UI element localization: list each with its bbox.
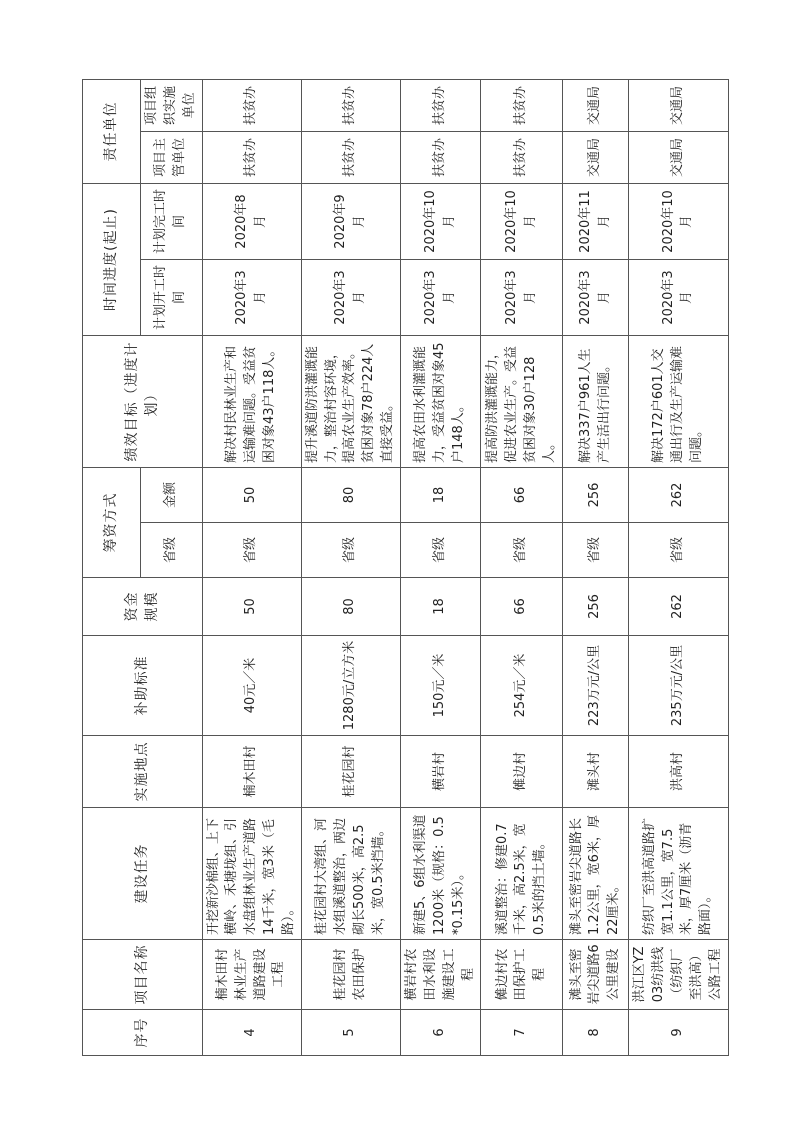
row-end: 2020年10月 [629,184,728,260]
row-task: 开挖新沙棉组、上下横岭、禾塘垅组、引水盘组林业生产道路14千米，宽3米（毛路）。 [202,808,301,940]
row-level: 省级 [629,523,728,578]
table-row [301,80,400,1056]
row-amount: 50 [202,468,301,523]
row-subsidy: 150元／米 [400,636,480,736]
row-end: 2020年11月 [563,184,629,260]
row-no: 5 [301,1010,400,1056]
row-scale: 18 [400,578,480,636]
row-target: 解决村民林业生产和运输难问题。受益贫困对象43户118人。 [202,336,301,468]
row-level: 省级 [563,523,629,578]
table-row [629,80,728,1056]
row-amount: 80 [301,468,400,523]
row-level: 省级 [400,523,480,578]
row-level: 省级 [301,523,400,578]
header-name: 项目名称 [83,940,203,1010]
row-manager: 扶贫办 [400,132,480,184]
row-scale: 256 [563,578,629,636]
row-task: 溪道整治：修建0.7千米，高2.5米，宽0.5米的挡土墙。 [481,808,563,940]
row-project-name: 楠木田村林业生产道路建设工程 [202,940,301,1010]
row-target: 提升溪道防洪灌溉能力，整治村容环境，提高农业生产效率。贫困对象78户224人直接受益。 [301,336,400,468]
row-task: 桂花园村大湾组、河水组溪道整治，两边砌长500米，高2.5米，宽0.5米挡墙。 [301,808,400,940]
row-manager: 扶贫办 [202,132,301,184]
header-financing-level: 省级 [141,523,203,578]
row-place: 滩头村 [563,736,629,808]
header-implementer: 项目组织实施单位 [141,80,203,132]
row-level: 省级 [481,523,563,578]
header-funds-scale: 资金 规模 [83,578,203,636]
row-project-name: 桂花园村农田保护 [301,940,400,1010]
row-target: 解决172户601人交通出行及生产运输难问题。 [629,336,728,468]
row-no: 9 [629,1010,728,1056]
row-place: 横岩村 [400,736,480,808]
row-amount: 262 [629,468,728,523]
row-implementer: 交通局 [629,80,728,132]
row-subsidy: 235万元/公里 [629,636,728,736]
row-end: 2020年8月 [202,184,301,260]
header-time-progress: 时间进度(起止) [83,184,141,336]
row-scale: 262 [629,578,728,636]
row-subsidy: 1280元/立方米 [301,636,400,736]
row-place: 楠木田村 [202,736,301,808]
header-financing: 筹资方式 [83,468,141,578]
row-subsidy: 254元／米 [481,636,563,736]
table-row [563,80,629,1056]
row-amount: 256 [563,468,629,523]
row-project-name: 横岩村农田水利设施建设工程 [400,940,480,1010]
row-target: 解决337户961人生产生活出行问题。 [563,336,629,468]
table-row [481,80,563,1056]
row-start: 2020年3月 [563,260,629,336]
row-start: 2020年3月 [301,260,400,336]
row-subsidy: 223万元/公里 [563,636,629,736]
row-manager: 扶贫办 [301,132,400,184]
row-start: 2020年3月 [629,260,728,336]
row-place: 傩边村 [481,736,563,808]
row-target: 提高农田水利灌溉能力，受益贫困对象45户148人。 [400,336,480,468]
row-task: 纺织厂至洪高道路扩宽1.1公里，宽7.5米，厚7厘米（沥青路面）。 [629,808,728,940]
row-no: 4 [202,1010,301,1056]
table-row [202,80,301,1056]
row-task: 滩头至密岩尖道路长1.2公里，宽6米，厚22厘米。 [563,808,629,940]
row-manager: 交通局 [629,132,728,184]
row-end: 2020年9月 [301,184,400,260]
row-implementer: 交通局 [563,80,629,132]
row-no: 6 [400,1010,480,1056]
row-place: 桂花园村 [301,736,400,808]
header-target: 绩效目标（进度计划） [83,336,203,468]
row-amount: 18 [400,468,480,523]
header-manager: 项目主管单位 [141,132,203,184]
row-project-name: 洪江区YZ03纺洪线（纺织厂至洪高）公路工程 [629,940,728,1010]
row-level: 省级 [202,523,301,578]
row-scale: 50 [202,578,301,636]
row-end: 2020年10月 [400,184,480,260]
row-start: 2020年3月 [202,260,301,336]
row-implementer: 扶贫办 [400,80,480,132]
row-implementer: 扶贫办 [301,80,400,132]
project-table [82,79,729,1056]
header-place: 实施地点 [83,736,203,808]
row-implementer: 扶贫办 [202,80,301,132]
table-row [400,80,480,1056]
row-no: 8 [563,1010,629,1056]
header-row-1 [83,80,141,1056]
row-target: 提高防洪灌溉能力，促进农业生产。受益贫困对象30户128人。 [481,336,563,468]
row-project-name: 傩边村农田保护工程 [481,940,563,1010]
row-scale: 66 [481,578,563,636]
row-manager: 扶贫办 [481,132,563,184]
header-financing-amount: 金额 [141,468,203,523]
row-amount: 66 [481,468,563,523]
header-responsible: 责任单位 [83,80,141,184]
row-start: 2020年3月 [481,260,563,336]
row-project-name: 滩头至密岩尖道路6公里建设 [563,940,629,1010]
header-task: 建设任务 [83,808,203,940]
row-start: 2020年3月 [400,260,480,336]
header-subsidy: 补助标准 [83,636,203,736]
row-task: 新建5、6组水利渠道1200米（规格：0.5*0.15米）。 [400,808,480,940]
row-no: 7 [481,1010,563,1056]
row-implementer: 扶贫办 [481,80,563,132]
row-manager: 交通局 [563,132,629,184]
header-no: 序号 [83,1010,203,1056]
row-subsidy: 40元／米 [202,636,301,736]
header-end-time: 计划完工时间 [141,184,203,260]
row-scale: 80 [301,578,400,636]
rotated-table-wrapper [82,80,723,1056]
row-end: 2020年10月 [481,184,563,260]
header-start-time: 计划开工时间 [141,260,203,336]
row-place: 洪高村 [629,736,728,808]
